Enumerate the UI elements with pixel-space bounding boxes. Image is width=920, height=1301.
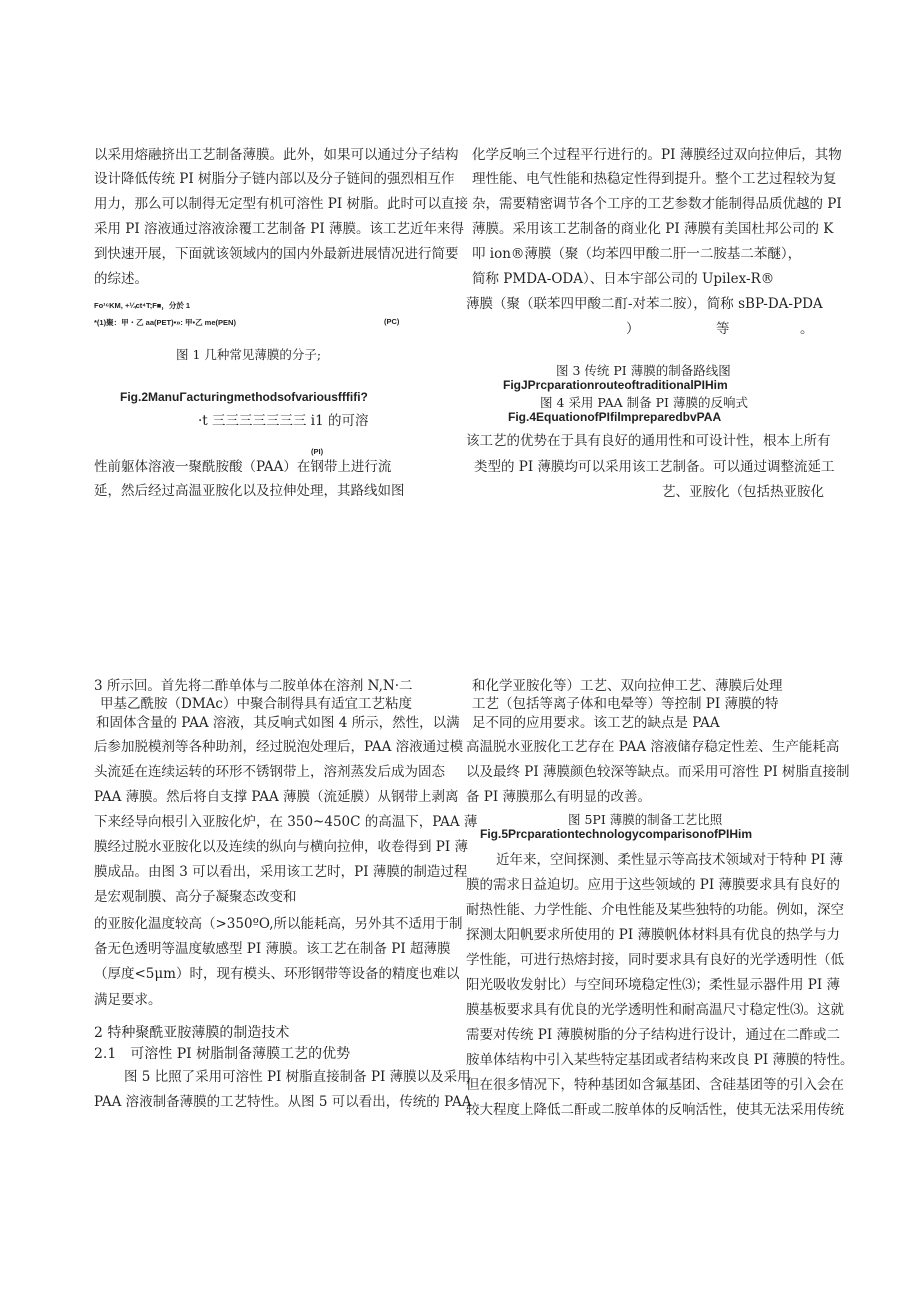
body-text-line: 简称 PMDA-ODA）、日本宇部公司的 Upilex-R® bbox=[472, 271, 775, 287]
figure-2-caption-en: Fig.2ManuΓacturingmethodsofvariousfffifi? bbox=[120, 390, 368, 404]
body-text-line: 高温脱水亚胺化工艺存在 PAA 溶液储存稳定性差、生产能耗高 bbox=[466, 739, 840, 755]
body-text-line: PAA 溶液制备薄膜的工艺特性。从图 5 可以看出，传统的 PAA bbox=[94, 1094, 472, 1110]
body-text-line: 类型的 PI 薄膜均可以采用该工艺制备。可以通过调整流延工 bbox=[474, 459, 835, 475]
figure-3-caption: 图 3 传统 PI 薄膜的制备路线图 bbox=[556, 363, 731, 378]
body-text-line: 头流延在连续运转的环形不锈钢带上，溶剂蒸发后成为固态 bbox=[94, 764, 445, 780]
body-text-line: 需要对传统 PI 薄膜树脂的分子结构进行设计，通过在二酢或二 bbox=[466, 1027, 840, 1043]
figure-4-caption-en: Fig.4EquationofPIfilmpreparedbvPAA bbox=[508, 410, 722, 424]
figure-1-label: (PC) bbox=[384, 317, 400, 326]
body-text-line: 下来经导向根引入亚胺化炉，在 350~450C 的高温下，PAA 薄 bbox=[94, 814, 478, 830]
body-text-line: 甲基乙酰胺（DMAc）中聚合制得具有适宜工艺粘度 bbox=[100, 696, 412, 712]
body-text-line: 较大程度上降低二酐或二胺单体的反响活性，使其无法采用传统 bbox=[466, 1102, 844, 1118]
body-text-line: 阳光吸收发射比）与空间环境稳定性⑶；柔性显示器件用 PI 薄 bbox=[466, 977, 840, 993]
body-text-line: 用力，那么可以制得无定型有机可溶性 PI 树脂。此时可以直接 bbox=[94, 196, 468, 212]
body-text-line: 膜经过脱水亚胺化以及连续的纵向与横向拉伸，收卷得到 PI 薄 bbox=[94, 839, 468, 855]
body-text-line: 性前躯体溶液一聚酰胺酸（PAA）在钢带上进行流 bbox=[94, 459, 392, 475]
figure-2-pi-label: (PI) bbox=[311, 447, 324, 456]
body-text-line: 工艺（包括等离子体和电晕等）等控制 PI 薄膜的特 bbox=[472, 696, 779, 712]
body-text-line: 但在很多情况下，特种基团如含氟基团、含硅基团等的引入会在 bbox=[466, 1077, 844, 1093]
body-text-line: 叩 ion®薄膜（聚（均苯四甲酸二肝一二胺基二苯醚）， bbox=[472, 246, 802, 262]
body-text-line: 是宏观制膜、高分子凝聚态改变和 bbox=[94, 889, 297, 905]
body-text-line: 以采用熔融挤出工艺制备薄膜。此外，如果可以通过分子结构 bbox=[94, 147, 459, 163]
body-text-line: 杂，需要精密调节各个工序的工艺参数才能制得品质优越的 PI bbox=[472, 196, 842, 212]
body-text-line: 和固体含量的 PAA 溶液，其反响式如图 4 所示，然性，以满 bbox=[96, 715, 460, 731]
body-text-line: 以及最终 PI 薄膜颜色较深等缺点。而采用可溶性 PI 树脂直接制 bbox=[466, 764, 850, 780]
body-text-line: 化学反响三个过程平行进行的。PI 薄膜经过双向拉伸后，其物 bbox=[472, 147, 842, 163]
body-text-line: 等 bbox=[716, 321, 730, 337]
body-text-line: 探测太阳帆要求所使用的 PI 薄膜帆体材料具有优良的热学与力 bbox=[466, 927, 840, 943]
figure-2-garbled-text: ·t 三三三三三三三 i1 的可溶 bbox=[198, 413, 369, 429]
body-text-line: 的亚胺化温度较高（>350ºO,所以能耗高，另外其不适用于制 bbox=[94, 916, 463, 932]
body-text-line: 到快速开展，下面就该领域内的国内外最新进展情况进行简要 bbox=[94, 246, 459, 262]
body-text-line: （厚度<5μm）时，现有模头、环形钢带等设备的精度也难以 bbox=[94, 966, 460, 982]
body-text-line: ） bbox=[626, 321, 640, 337]
body-text-line: 薄膜。采用该工艺制备的商业化 PI 薄膜有美国杜邦公司的 K bbox=[472, 221, 834, 237]
figure-5-caption: 图 5PI 薄膜的制备工艺比照 bbox=[568, 812, 723, 827]
body-text-line: 。 bbox=[800, 321, 814, 337]
body-text-line: 的综述。 bbox=[94, 271, 148, 287]
section-heading-2-1: 2.1 可溶性 PI 树脂制备薄膜工艺的优势 bbox=[94, 1046, 351, 1062]
body-text-line: 满足要求。 bbox=[94, 992, 162, 1008]
body-text-line: 膜成品。由图 3 可以看出，采用该工艺时，PI 薄膜的制造过程 bbox=[94, 864, 468, 880]
section-heading-2: 2 特种聚酰亚胺薄膜的制造技术 bbox=[94, 1025, 290, 1041]
body-text-line: 后参加脱模剂等各种助剂，经过脱泡处理后，PAA 溶液通过模 bbox=[94, 739, 464, 755]
body-text-line: 艺、亚胺化（包括热亚胺化 bbox=[662, 484, 824, 500]
body-text-line: 学性能，可进行热熔封接，同时要求具有良好的光学透明性（低 bbox=[466, 952, 844, 968]
figure-3-caption-en: FigJPrcparationrouteoftraditionalPIHim bbox=[503, 378, 728, 392]
body-text-line: 胺单体结构中引入某些特定基团或者结构来改良 PI 薄膜的特性。 bbox=[466, 1052, 854, 1068]
body-text-line: PAA 薄膜。然后将自支撑 PAA 薄膜（流延膜）从钢带上剥离 bbox=[94, 789, 459, 805]
body-text-line: 备 PI 薄膜那么有明显的改善。 bbox=[466, 789, 651, 805]
figure-1-label: *(1)聚：甲・乙 aa(PET)•»: 甲•乙 me(PEN) bbox=[94, 318, 236, 327]
body-text-line: 薄膜（聚（联苯四甲酸二酊-对苯二胺），简称 sBP-DA-PDA bbox=[466, 296, 823, 312]
body-text-line: 膜基板要求具有优良的光学透明性和耐高温尺寸稳定性⑶。这就 bbox=[466, 1002, 844, 1018]
body-text-line: 采用 PI 溶液通过溶液涂覆工艺制备 PI 薄膜。该工艺近年来得 bbox=[94, 221, 464, 237]
body-text-line: 该工艺的优势在于具有良好的通用性和可设计性，根本上所有 bbox=[466, 433, 831, 449]
body-text-line: 备无色透明等温度敏感型 PI 薄膜。该工艺在制备 PI 超薄膜 bbox=[94, 941, 451, 957]
figure-5-caption-en: Fig.5PrcparationtechnologycomparisonofPIHim bbox=[480, 827, 753, 841]
body-text-line: 延，然后经过高温亚胺化以及拉伸处理，其路线如图 bbox=[94, 483, 405, 499]
figure-4-caption: 图 4 采用 PAA 制备 PI 薄膜的反响式 bbox=[540, 395, 748, 410]
body-text-line: 近年来，空间探测、柔性显示等高技术领域对于特种 PI 薄 bbox=[496, 852, 843, 868]
body-text-line: 足不同的应用要求。该工艺的缺点是 PAA bbox=[472, 715, 720, 731]
body-text-line: 膜的需求日益迫切。应用于这些领域的 PI 薄膜要求具有良好的 bbox=[466, 877, 840, 893]
body-text-line: 耐热性能、力学性能、介电性能及某些独特的功能。例如，深空 bbox=[466, 902, 844, 918]
figure-1-caption: 图 1 几种常见薄膜的分子; bbox=[176, 347, 322, 362]
body-text-line: 图 5 比照了采用可溶性 PI 树脂直接制备 PI 薄膜以及采用 bbox=[124, 1069, 471, 1085]
figure-1-label: Fo¹⁶KM, +¼ct⁴T;F■，分於 1 bbox=[94, 301, 191, 310]
body-text-line: 和化学亚胺化等）工艺、双向拉伸工艺、薄膜后处理 bbox=[472, 678, 783, 694]
body-text-line: 设计降低传统 PI 树脂分子链内部以及分子链间的强烈相互作 bbox=[94, 171, 455, 187]
body-text-line: 3 所示回。首先将二酢单体与二胺单体在溶剂 N,N·二 bbox=[94, 678, 413, 694]
body-text-line: 理性能、电气性能和热稳定性得到提升。整个工艺过程较为复 bbox=[472, 171, 837, 187]
